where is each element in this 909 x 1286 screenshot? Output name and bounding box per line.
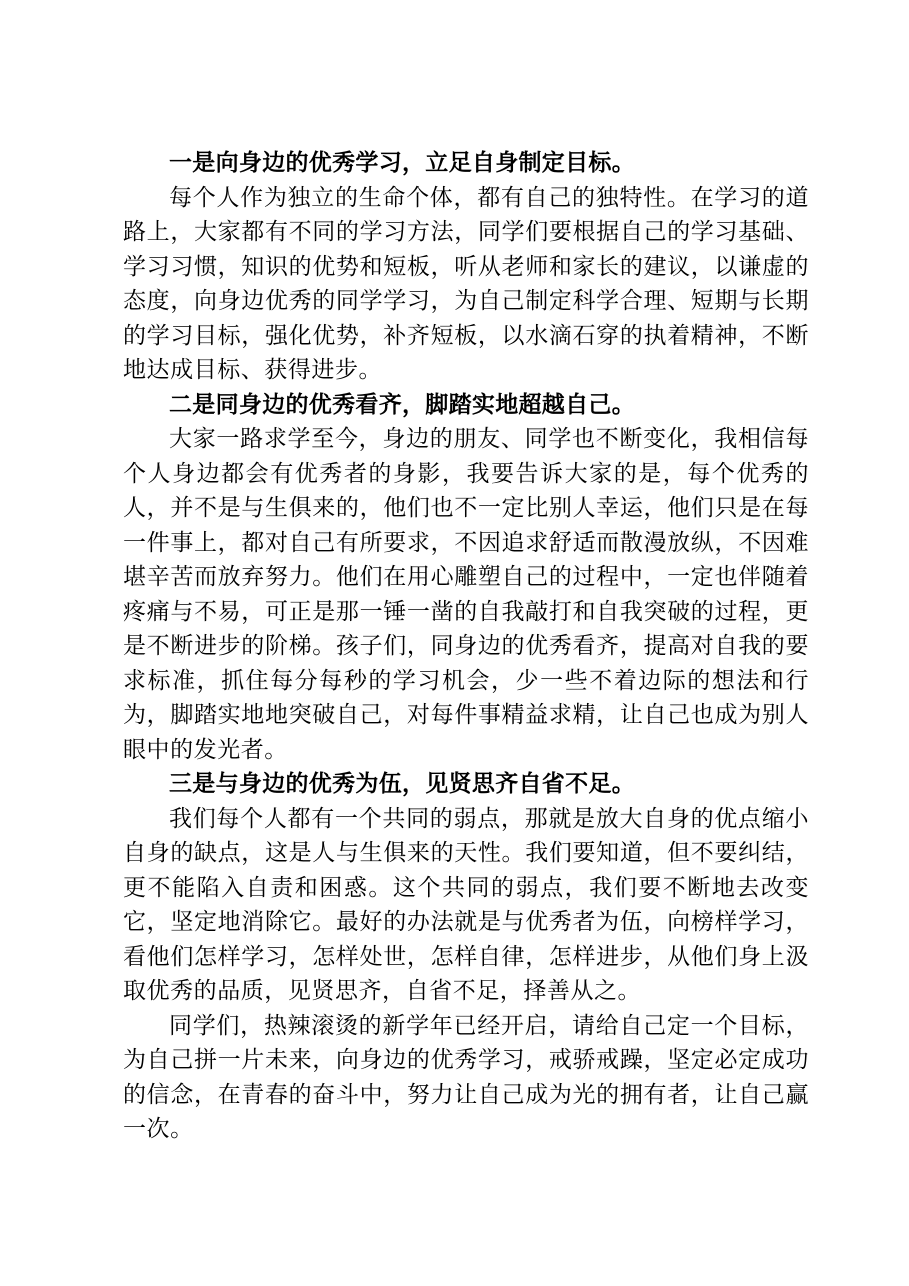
section-paragraph-1: 每个人作为独立的生命个体，都有自己的独特性。在学习的道路上，大家都有不同的学习方法，同学们要根据自己的学习基础、学习习惯，知识的优势和短板，听从老师和家长的建议，以谦虚的态度，向身边优秀的同学学习，为自己制定科学合理、短期与长期的学习目标，强化优势，补齐短板，以水滴石穿的执着精神，不断地达成目标、获得进步。 <box>123 184 809 383</box>
section-paragraph-2: 大家一路求学至今，身边的朋友、同学也不断变化，我相信每个人身边都会有优秀者的身影，我要告诉大家的是，每个优秀的人，并不是与生俱来的，他们也不一定比别人幸运，他们只是在每一件事上，都对自己有所要求，不因追求舒适而散漫放纵，不因难堪辛苦而放弃努力。他们在用心雕塑自己的过程中，一定也伴随着疼痛与不易，可正是那一锤一凿的自我敲打和自我突破的过程，更是不断进步的阶梯。孩子们，同身边的优秀看齐，提高对自我的要求标准，抓住每分每秒的学习机会，少一些不着边际的想法和行为，脚踏实地地突破自己，对每件事精益求精，让自己也成为别人眼中的发光者。 <box>123 426 809 763</box>
section-paragraph-3: 我们每个人都有一个共同的弱点，那就是放大自身的优点缩小自身的缺点，这是人与生俱来的天性。我们要知道，但不要纠结，更不能陷入自责和困惑。这个共同的弱点，我们要不断地去改变它，坚定地消除它。最好的办法就是与优秀者为伍，向榜样学习，看他们怎样学习，怎样处世，怎样自律，怎样进步，从他们身上汲取优秀的品质，见贤思齐，自省不足，择善从之。 <box>123 805 809 1004</box>
closing-paragraph: 同学们，热辣滚烫的新学年已经开启，请给自己定一个目标，为自己拼一片未来，向身边的优秀学习，戒骄戒躁，坚定必定成功的信念，在青春的奋斗中，努力让自己成为光的拥有者，让自己赢一次。 <box>123 1012 809 1142</box>
section-heading-1: 一是向身边的优秀学习，立足自身制定目标。 <box>169 150 635 176</box>
section-heading-3: 三是与身边的优秀为伍，见贤思齐自省不足。 <box>169 771 635 797</box>
document-body <box>123 146 809 1147</box>
section-heading-2: 二是同身边的优秀看齐，脚踏实地超越自己。 <box>169 391 635 418</box>
